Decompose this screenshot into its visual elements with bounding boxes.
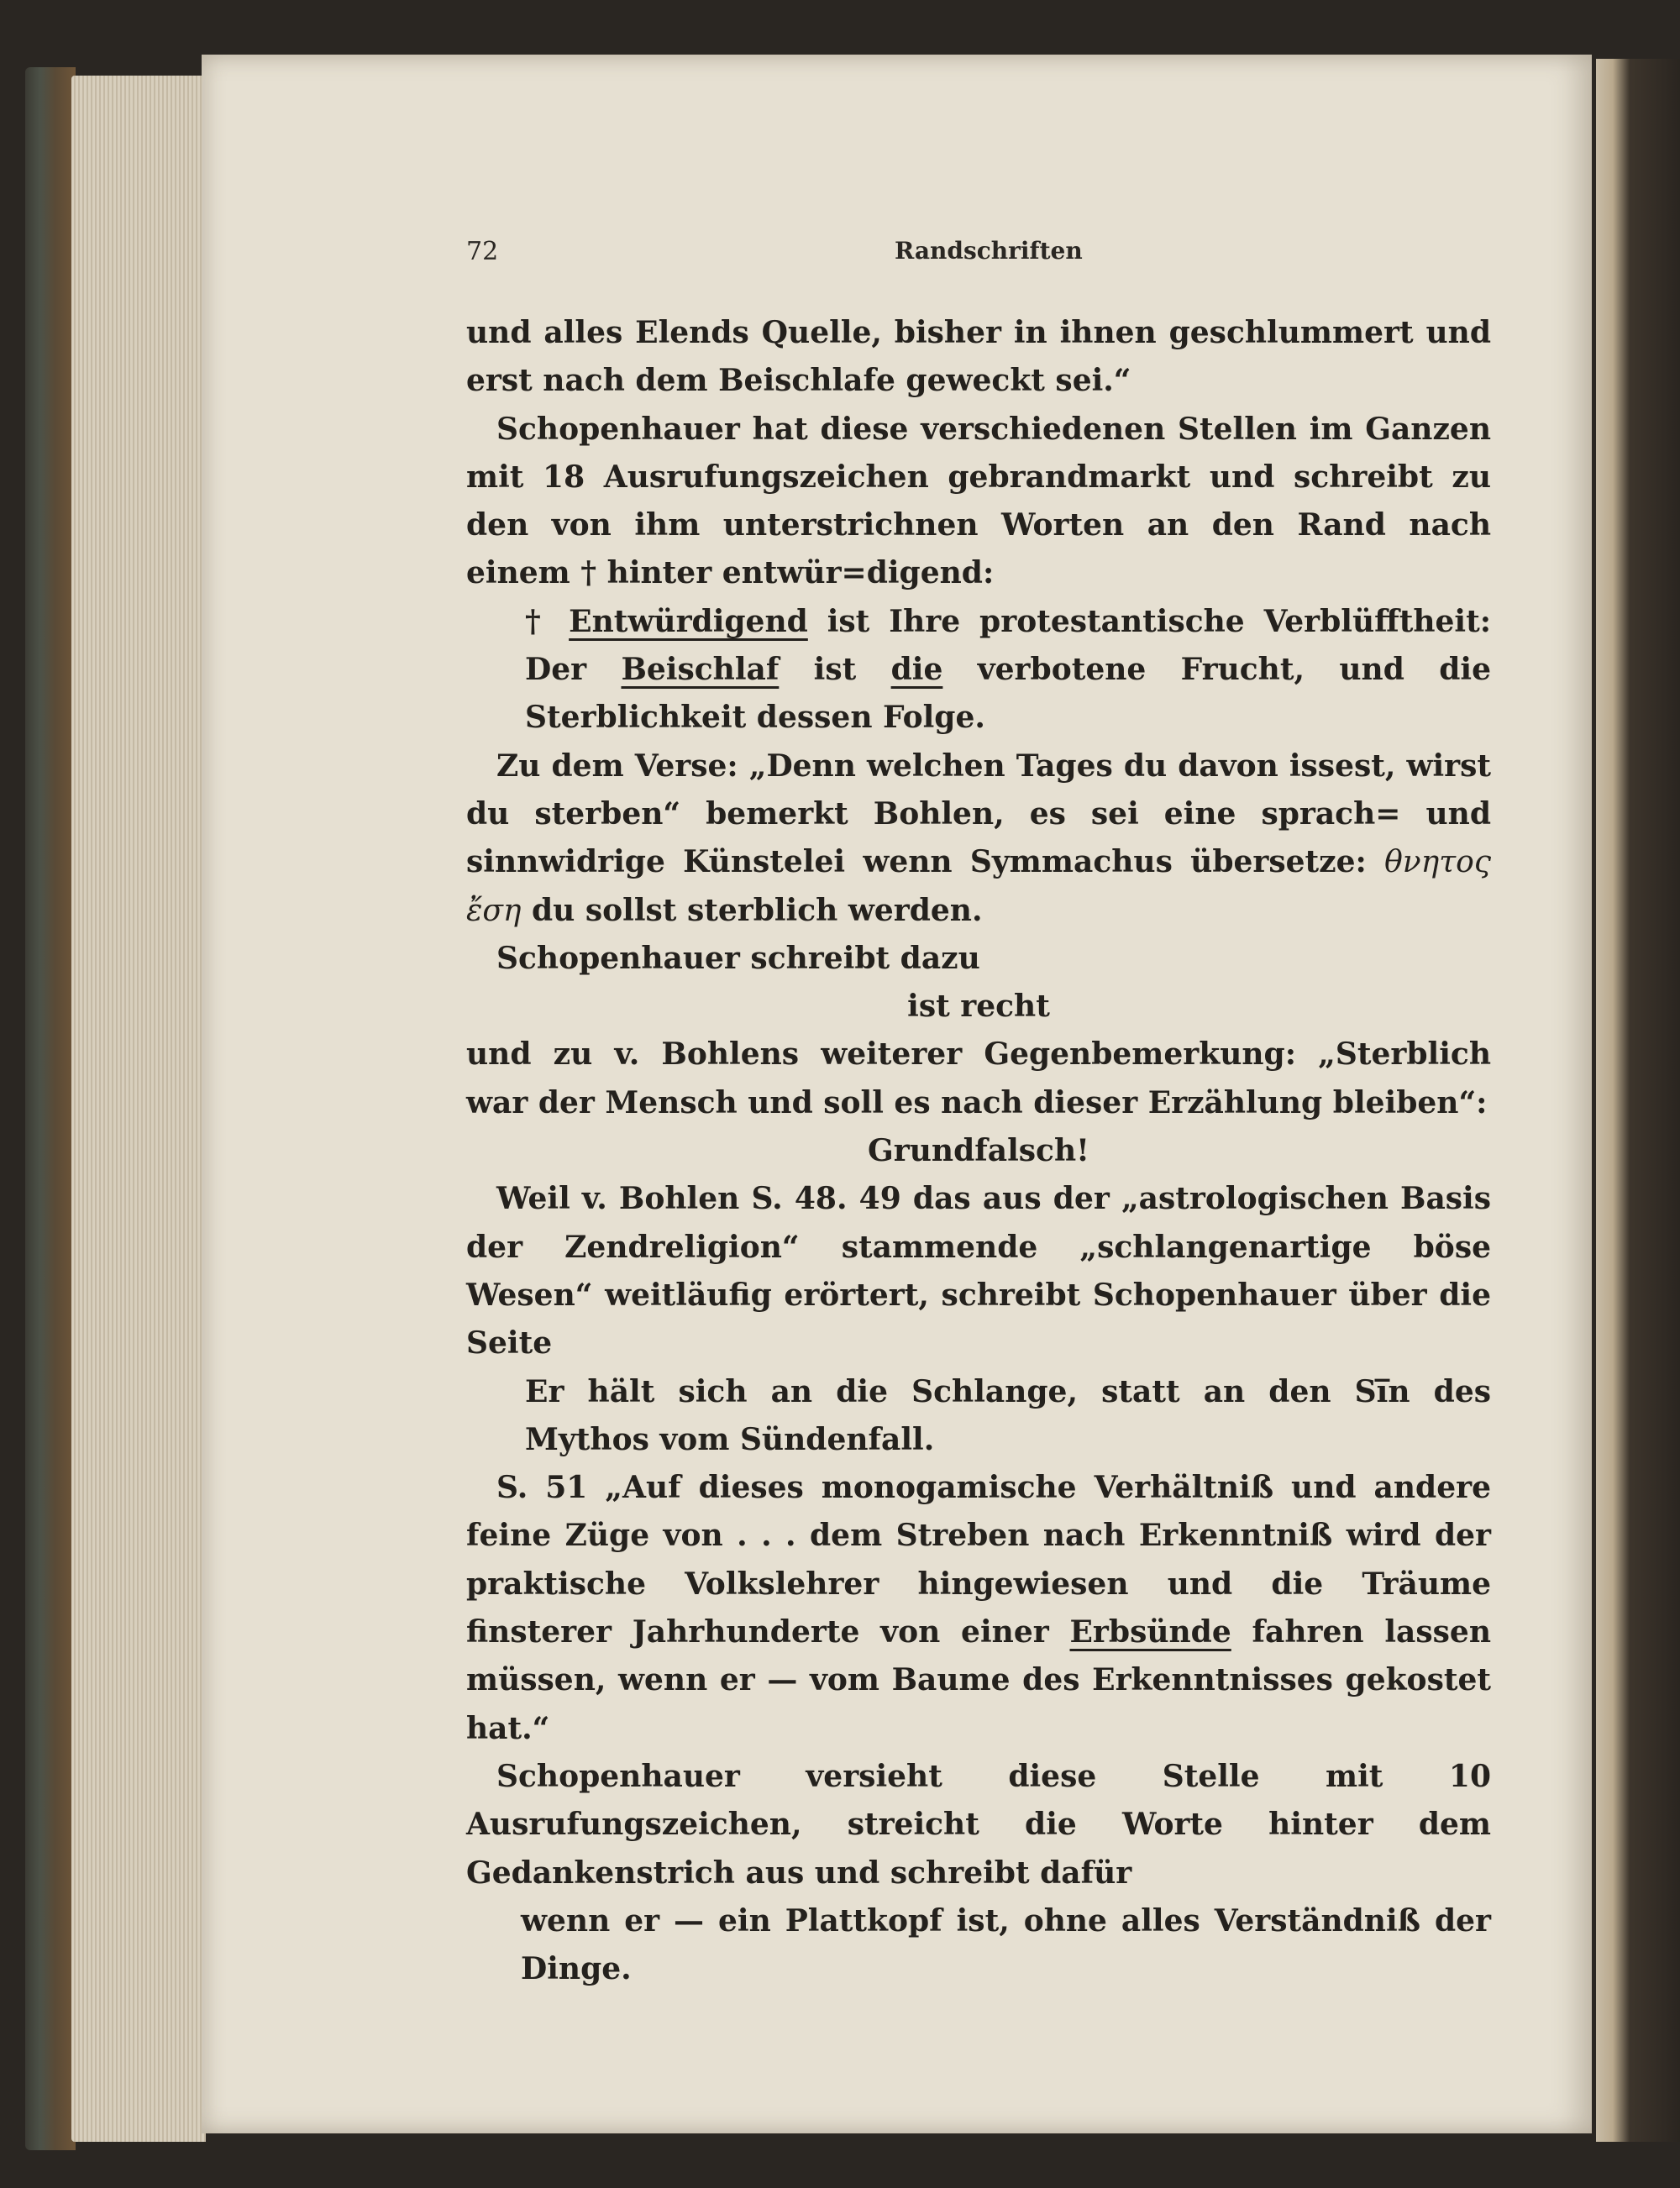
- book-cover-left: [25, 67, 76, 2150]
- paragraph-2: Schopenhauer hat diese verschiedenen Stellen im Ganzen mit 18 Ausrufungszeichen gebrandmarkt und schreibt zu den von ihm unterstrichnen Worten an den Rand nach einem † hinter entwür=digend:: [466, 411, 1491, 591]
- paragraph-8: Schopenhauer versieht diese Stelle mit 10 Ausrufungszeichen, streicht die Worte hinter dem Gedankenstrich aus und schreibt dafür: [466, 1758, 1491, 1891]
- paragraph-7: [466, 1464, 1491, 1753]
- note-text: ist: [779, 652, 891, 688]
- running-head: [466, 237, 1491, 279]
- paragraph-4: Schopenhauer schreibt dazu: [496, 940, 980, 976]
- note-text: ist Ihre protestantische Verblüfftheit: Der: [525, 603, 1492, 688]
- note-text: verbotene Frucht, und die Sterblichkeit dessen Folge.: [525, 652, 1491, 736]
- running-title: Randschriften: [895, 237, 1083, 265]
- underlined-word: die: [890, 652, 943, 688]
- paragraph-5: und zu v. Bohlens weiterer Gegenbemerkung: „Sterblich war der Mensch und soll es nach dieser Erzählung bleiben“:: [466, 1036, 1491, 1120]
- paragraph-text: fahren lassen müssen, wenn er — vom Baume des Erkenntnisses gekostet hat.“: [466, 1614, 1491, 1746]
- page-edges: [71, 76, 206, 2142]
- marginal-note-4: Er hält sich an die Schlange, statt an den Si̅n des Mythos vom Sündenfall.: [525, 1373, 1491, 1457]
- marginal-note-3: Grundfalsch!: [868, 1133, 1089, 1169]
- book-cover-right: [1596, 59, 1680, 2142]
- paragraph-3: [466, 742, 1491, 935]
- marginal-note-1: [466, 598, 1491, 742]
- marginal-note-2: ist recht: [907, 989, 1050, 1025]
- paragraph-6: Weil v. Bohlen S. 48. 49 das aus der „astrologischen Basis der Zendreligion“ stammende „schlangenartige böse Wesen“ weitläufig erörtert, schreibt Schopenhauer über die Seite: [466, 1181, 1491, 1362]
- underlined-word: Erbsünde: [1069, 1614, 1231, 1650]
- page-number: 72: [466, 237, 499, 266]
- greek-text: θνητος ἔση: [466, 845, 1491, 928]
- paragraph-1: und alles Elends Quelle, bisher in ihnen geschlummert und erst nach dem Beischlafe geweckt sei.“: [466, 315, 1491, 399]
- paragraph-text: S. 51 „Auf dieses monogamische Verhältniß und andere feine Züge von . . . dem Streben nach Erkenntniß wird der praktische Volkslehrer hingewiesen und die Träume finsterer Jahrhunderte von einer: [466, 1470, 1491, 1650]
- marginal-note-5: wenn er — ein Plattkopf ist, ohne alles Verständniß der Dinge.: [521, 1902, 1491, 1987]
- dagger-mark: †: [525, 603, 570, 639]
- underlined-word: Beischlaf: [621, 652, 780, 688]
- paragraph-text: Zu dem Verse: „Denn welchen Tages du davon issest, wirst du sterben“ bemerkt Bohlen, es sei eine sprach= und sinnwidrige Künstelei wenn Symmachus übersetze:: [466, 748, 1491, 880]
- paragraph-text: du sollst sterblich werden.: [521, 892, 983, 928]
- underlined-word: Entwürdigend: [569, 603, 808, 639]
- body-text: [466, 309, 1491, 1993]
